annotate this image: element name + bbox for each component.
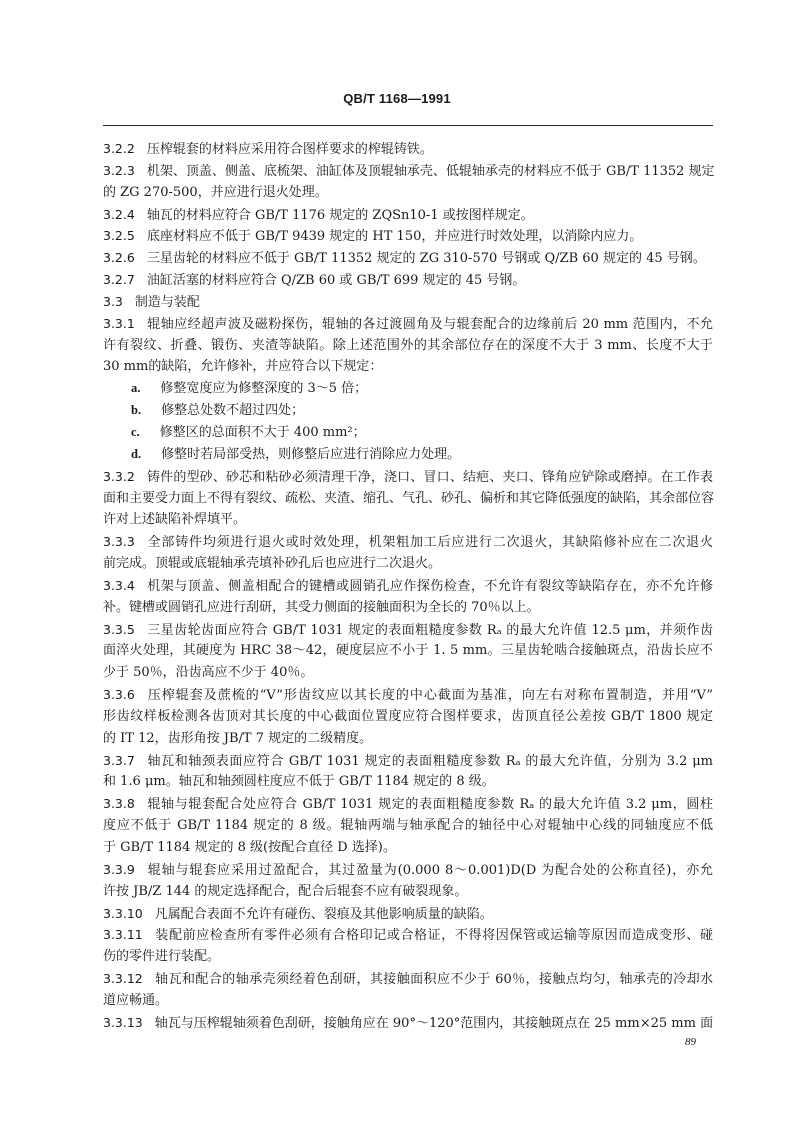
clause-text: 少于 50％，沿齿高应不少于 40％。 — [103, 665, 314, 681]
clause-text: 30 mm的缺陷，允许修补，并应符合以下规定： — [103, 359, 383, 375]
clause-text: 许按 JB/Z 144 的规定选择配合，配合后辊套不应有破裂现象。 — [103, 883, 468, 899]
text-line — [103, 204, 713, 226]
text-line — [103, 771, 713, 793]
text-line — [103, 335, 713, 357]
clause-text: 辊轴与辊套应采用过盈配合，其过盈量为(0.000 8～0.001)D(D 为配合处的公称直径)，亦允 — [146, 862, 713, 878]
list-item — [103, 378, 713, 400]
clause-paragraph — [103, 903, 713, 925]
section-heading — [103, 291, 713, 313]
clause-paragraph — [103, 859, 713, 903]
clause-paragraph — [103, 313, 713, 379]
clause-number: 3.3.6 — [103, 687, 135, 703]
clause-number: 3.2.4 — [103, 206, 135, 222]
text-line — [103, 291, 713, 313]
clause-number: 3.3.1 — [103, 315, 135, 331]
clause-text: 轴瓦和轴颈表面应符合 GB/T 1031 规定的表面粗糙度参数 Rₐ 的最大允许值，分别为 3.2 μm — [146, 753, 713, 769]
text-line — [103, 575, 713, 597]
document-body — [103, 138, 713, 1034]
clause-number: 3.3.13 — [103, 1014, 143, 1030]
clause-text: 修整宽度应为修整深度的 3～5 倍； — [160, 381, 368, 397]
list-item — [103, 400, 713, 422]
text-line — [103, 903, 713, 925]
text-line — [103, 619, 713, 641]
clause-text: 辊轴应经超声波及磁粉探伤，辊轴的各过渡圆角及与辊套配合的边缘前后 20 mm 范围内，不允 — [146, 316, 713, 332]
text-line — [103, 269, 713, 291]
clause-paragraph — [103, 466, 713, 532]
clause-text: 铸件的型砂、砂芯和粘砂必须清理干净，浇口、冒口、结疤、夹口、锋角应铲除或磨掉。在工作表 — [146, 469, 713, 485]
clause-number: 3.3.9 — [103, 861, 135, 877]
clause-number: 3.3.8 — [103, 796, 135, 812]
text-line — [103, 356, 713, 378]
text-line — [103, 225, 713, 247]
clause-number: 3.2.5 — [103, 228, 135, 244]
clause-text: 许对上述缺陷补焊填平。 — [103, 512, 247, 528]
clause-text: 补。键槽或圆销孔应进行刮研，其受力侧面的接触面积为全长的 70％以上。 — [103, 599, 540, 615]
text-line — [103, 138, 713, 160]
text-line — [103, 313, 713, 335]
clause-text: 轴瓦的材料应符合 GB/T 1176 规定的 ZQSn10-1 或按图样规定。 — [146, 207, 534, 223]
clause-paragraph — [103, 204, 713, 226]
clause-paragraph — [103, 924, 713, 968]
clause-number: d. — [131, 446, 142, 461]
text-line — [103, 662, 713, 684]
text-line — [103, 247, 713, 269]
clause-number: 3.3.3 — [103, 534, 135, 550]
clause-number: 3.3.10 — [103, 905, 143, 921]
clause-text: 装配前应检查所有零件必须有合格印记或合格证，不得将因保管或运输等原因而造成变形、碰 — [154, 928, 713, 944]
clause-number: 3.2.2 — [103, 141, 135, 156]
clause-paragraph — [103, 968, 713, 1012]
clause-text: 机架、顶盖、侧盖、底梳架、油缸体及顶辊轴承壳、低辊轴承壳的材料应不低于 GB/T 11352 规定 — [146, 163, 715, 179]
clause-text: 轴瓦与压榨辊轴须着色刮研，接触角应在 90°～120°范围内，其接触斑点在 25 mm×25 mm 面 — [154, 1015, 714, 1031]
list-item — [103, 444, 713, 466]
clause-text: 和 1.6 μm。轴瓦和轴颈圆柱度应不低于 GB/T 1184 规定的 8 级。 — [103, 774, 495, 790]
text-line — [103, 815, 713, 837]
clause-text: 的 ZG 270-500，并应进行退火处理。 — [103, 184, 328, 200]
clause-number: 3.3.4 — [103, 577, 135, 593]
clause-number: b. — [131, 403, 142, 418]
text-line — [103, 990, 713, 1012]
text-line — [103, 422, 713, 444]
clause-text: 油缸活塞的材料应符合 Q/ZB 60 或 GB/T 699 规定的 45 号钢。 — [146, 273, 526, 289]
clause-text: 修整时若局部受热，则修整后应进行消除应力处理。 — [161, 446, 461, 462]
text-line — [103, 488, 713, 510]
text-line — [103, 706, 713, 728]
text-line — [103, 509, 713, 531]
text-line — [103, 466, 713, 488]
list-item — [103, 422, 713, 444]
clause-number: 3.2.3 — [103, 162, 135, 178]
clause-text: 压榨辊套的材料应采用符合图样要求的榨辊铸铁。 — [146, 142, 433, 157]
clause-number: c. — [131, 424, 140, 439]
clause-paragraph — [103, 269, 713, 291]
clause-number: 3.3.12 — [103, 971, 143, 987]
clause-number: 3.3 — [103, 293, 123, 309]
clause-text: 面和主要受力面上不得有裂纹、疏松、夹渣、缩孔、气孔、砂孔、偏析和其它降低强度的缺陷，其余部位容 — [103, 490, 715, 506]
clause-paragraph — [103, 1012, 713, 1034]
text-line — [103, 182, 713, 204]
clause-paragraph — [103, 793, 713, 859]
clause-paragraph — [103, 138, 713, 160]
text-line — [103, 924, 713, 946]
clause-text: 道应畅通。 — [103, 992, 169, 1008]
text-line — [103, 160, 713, 182]
text-line — [103, 968, 713, 990]
clause-text: 许有裂纹、折叠、锻伤、夹渣等缺陷。除上述范围外的其余部位存在的深度不大于 3 mm、长度不大于 — [103, 337, 713, 353]
clause-text: 底座材料应不低于 GB/T 9439 规定的 HT 150，并应进行时效处理，以消除内应力。 — [146, 229, 643, 245]
text-line — [103, 859, 713, 881]
text-line — [103, 1012, 713, 1034]
clause-text: 三星齿轮齿面应符合 GB/T 1031 规定的表面粗糙度参数 Rₐ 的最大允许值 12.5 μm，并须作齿 — [146, 622, 713, 638]
clause-text: 的 IT 12，齿形角按 JB/T 7 规定的二级精度。 — [103, 730, 373, 746]
header-rule — [103, 125, 713, 126]
clause-number: 3.2.6 — [103, 250, 135, 266]
page-number: 89 — [685, 1036, 696, 1048]
clause-text: 于 GB/T 1184 规定的 8 级(按配合直径 D 选择)。 — [103, 840, 396, 855]
clause-number: 3.3.11 — [103, 927, 143, 943]
text-line — [103, 378, 713, 400]
text-line — [103, 684, 713, 706]
clause-text: 修整区的总面积不大于 400 mm²； — [159, 424, 366, 440]
clause-paragraph — [103, 225, 713, 247]
clause-number: 3.3.7 — [103, 752, 135, 768]
clause-number: 3.2.7 — [103, 272, 135, 288]
clause-text: 机架与顶盖、侧盖相配合的键槽或圆销孔应作探伤检查，不允许有裂纹等缺陷存在，亦不允许修 — [146, 578, 713, 594]
text-line — [103, 597, 713, 619]
text-line — [103, 531, 713, 553]
clause-number: a. — [131, 381, 141, 396]
clause-paragraph — [103, 160, 713, 204]
clause-text: 修整总处数不超过四处； — [161, 403, 305, 419]
text-line — [103, 553, 713, 575]
clause-text: 制造与装配 — [134, 294, 200, 310]
clause-number: 3.3.5 — [103, 621, 135, 637]
clause-paragraph — [103, 247, 713, 269]
clause-text: 形齿纹样板检测各齿顶对其长度的中心截面位置度应符合图样要求，齿顶直径公差按 GB/T 1800 规定 — [103, 708, 713, 724]
text-line — [103, 444, 713, 466]
text-line — [103, 793, 713, 815]
clause-text: 度应不低于 GB/T 1184 规定的 8 级。辊轴两端与轴承配合的轴径中心对辊轴中心线的同轴度应不低 — [103, 818, 713, 834]
text-line — [103, 400, 713, 422]
clause-text: 前完成。顶辊或底辊轴承壳填补砂孔后也应进行二次退火。 — [103, 556, 442, 572]
clause-text: 轴瓦和配合的轴承壳须经着色刮研，其接触面积应不少于 60％，接触点均匀，轴承壳的冷却水 — [154, 972, 713, 988]
clause-text: 全部铸件均须进行退火或时效处理，机架粗加工后应进行二次退火，其缺陷修补应在二次退火 — [146, 535, 713, 551]
text-line — [103, 946, 713, 968]
clause-text: 辊轴与辊套配合处应符合 GB/T 1031 规定的表面粗糙度参数 Rₐ 的最大允许值 3.2 μm，圆柱 — [146, 797, 713, 813]
clause-text: 凡属配合表面不允许有碰伤、裂痕及其他影响质量的缺陷。 — [154, 906, 493, 922]
clause-text: 面淬火处理，其硬度为 HRC 38～42，硬度层应不小于 1. 5 mm。三星齿轮啮合接触斑点，沿齿长应不 — [103, 643, 713, 659]
clause-paragraph — [103, 575, 713, 619]
text-line — [103, 750, 713, 772]
clause-paragraph — [103, 619, 713, 685]
clause-number: 3.3.2 — [103, 468, 135, 484]
clause-text: 伤的零件进行装配。 — [103, 949, 221, 965]
text-line — [103, 640, 713, 662]
text-line — [103, 728, 713, 750]
clause-text: 压榨辊套及蔗梳的“V”形齿纹应以其长度的中心截面为基准，向左右对称布置制造，并用“V” — [146, 688, 713, 704]
document-header: QB/T 1168—1991 — [343, 91, 451, 106]
clause-paragraph — [103, 684, 713, 750]
text-line — [103, 837, 713, 859]
text-line — [103, 881, 713, 903]
clause-text: 三星齿轮的材料应不低于 GB/T 11352 规定的 ZG 310-570 号钢或 Q/ZB 60 规定的 45 号钢。 — [146, 251, 706, 267]
clause-paragraph — [103, 531, 713, 575]
clause-paragraph — [103, 750, 713, 794]
